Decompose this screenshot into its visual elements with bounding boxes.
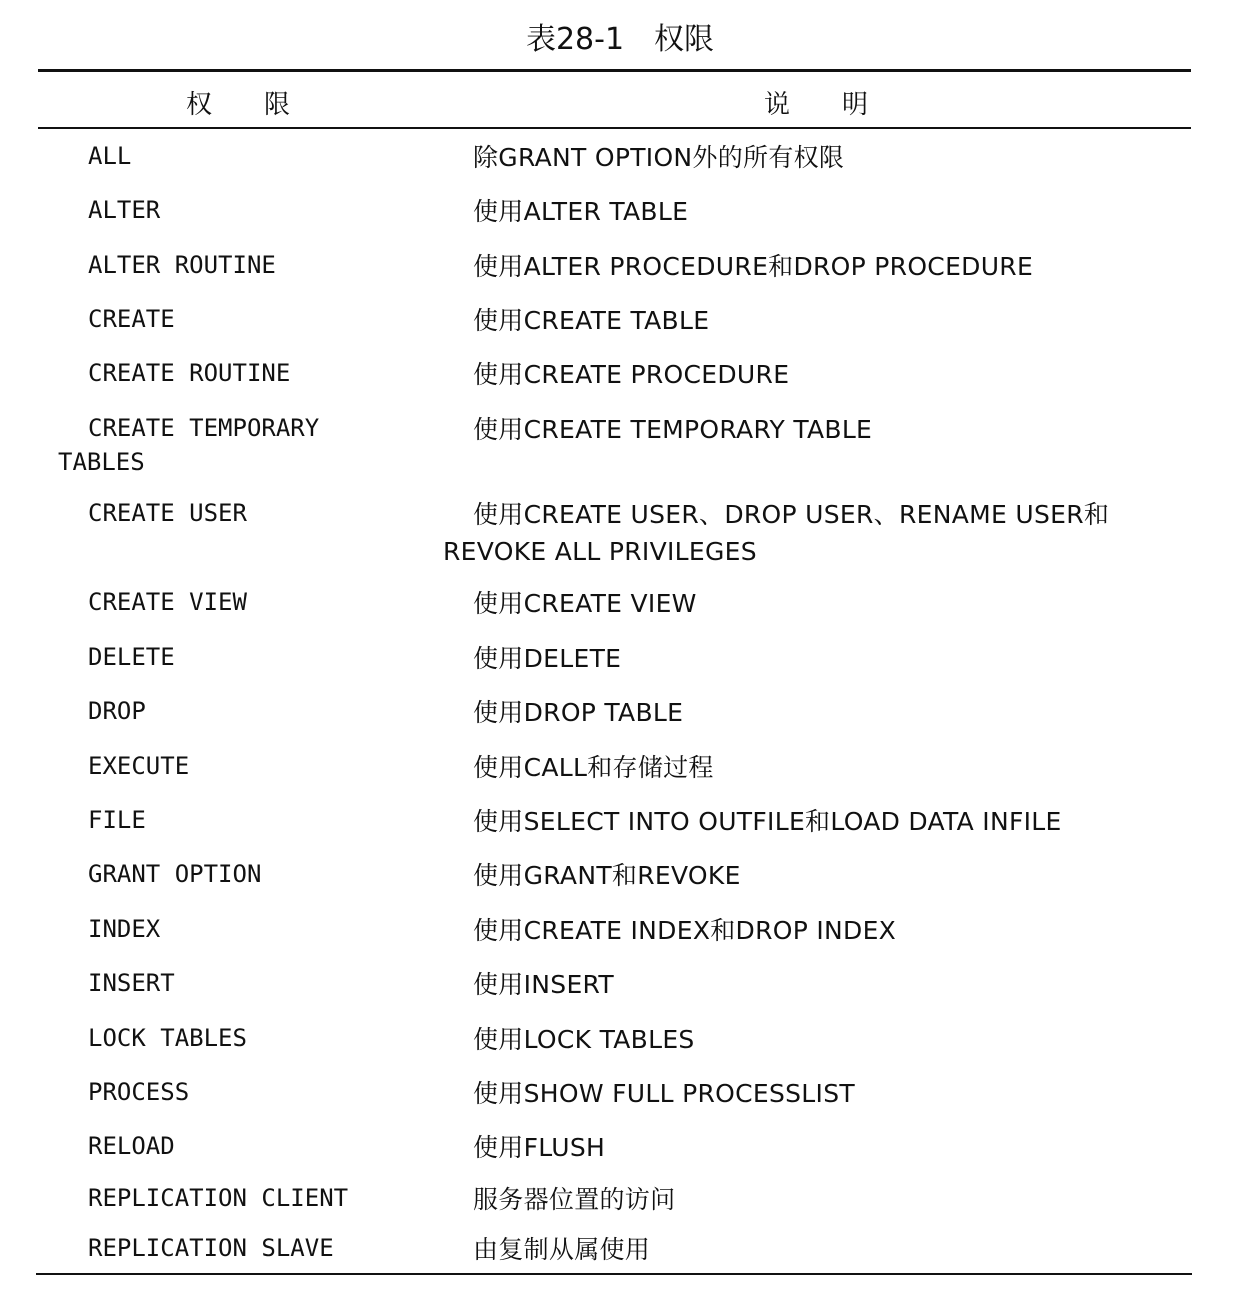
privilege-cell: CREATE ROUTINE <box>88 359 291 387</box>
description-cell: 使用CREATE VIEW <box>473 589 697 618</box>
description-cell: 使用CREATE USER、DROP USER、RENAME USER和REVOKE ALL PRIVILEGES <box>443 500 1110 566</box>
privilege-cell: DELETE <box>88 643 175 671</box>
column-header-privilege: 权 限 <box>186 90 291 120</box>
description-cell: 使用GRANT和REVOKE <box>473 861 741 890</box>
description-cell: 使用SELECT INTO OUTFILE和LOAD DATA INFILE <box>473 807 1062 836</box>
description-cell: 除GRANT OPTION外的所有权限 <box>473 143 845 172</box>
description-cell: 使用FLUSH <box>473 1133 606 1162</box>
privilege-cell: INSERT <box>88 969 175 997</box>
description-cell: 使用DROP TABLE <box>473 698 684 727</box>
table-top-rule <box>38 69 1191 72</box>
description-cell: 使用SHOW FULL PROCESSLIST <box>473 1079 855 1108</box>
description-cell: 由复制从属使用 <box>473 1235 651 1264</box>
column-header-description: 说 明 <box>764 90 869 120</box>
privilege-cell: ALTER <box>88 196 161 224</box>
description-cell: 使用ALTER TABLE <box>473 197 689 226</box>
privilege-cell: CREATE <box>88 305 175 333</box>
privilege-cell: CREATE USER <box>88 499 247 527</box>
privilege-cell: ALTER ROUTINE <box>88 251 276 279</box>
description-cell: 使用LOCK TABLES <box>473 1025 695 1054</box>
privilege-cell: RELOAD <box>88 1132 175 1160</box>
privilege-cell: GRANT OPTION <box>88 860 262 888</box>
table-bottom-rule <box>36 1273 1192 1275</box>
description-cell: 使用CREATE INDEX和DROP INDEX <box>473 916 897 945</box>
description-cell: 使用INSERT <box>473 970 614 999</box>
privilege-cell: ALL <box>88 142 132 170</box>
privilege-cell: EXECUTE <box>88 752 190 780</box>
description-cell: 使用CREATE PROCEDURE <box>473 360 790 389</box>
privilege-cell: REPLICATION CLIENT <box>88 1184 349 1212</box>
privilege-cell: CREATE TEMPORARY TABLES <box>58 414 320 476</box>
privilege-cell: CREATE VIEW <box>88 588 247 616</box>
privilege-cell: FILE <box>88 806 146 834</box>
privilege-cell: INDEX <box>88 915 161 943</box>
privilege-cell: LOCK TABLES <box>88 1024 247 1052</box>
privilege-cell: PROCESS <box>88 1078 190 1106</box>
description-cell: 使用ALTER PROCEDURE和DROP PROCEDURE <box>473 252 1034 281</box>
description-cell: 使用CREATE TABLE <box>473 306 710 335</box>
table-header-rule <box>38 127 1191 129</box>
privilege-cell: DROP <box>88 697 146 725</box>
table-caption: 表28-1 权限 <box>525 22 715 57</box>
description-cell: 使用DELETE <box>473 644 622 673</box>
description-cell: 服务器位置的访问 <box>473 1185 676 1214</box>
description-cell: 使用CREATE TEMPORARY TABLE <box>473 415 873 444</box>
description-cell: 使用CALL和存储过程 <box>473 753 714 782</box>
privilege-cell: REPLICATION SLAVE <box>88 1234 334 1262</box>
